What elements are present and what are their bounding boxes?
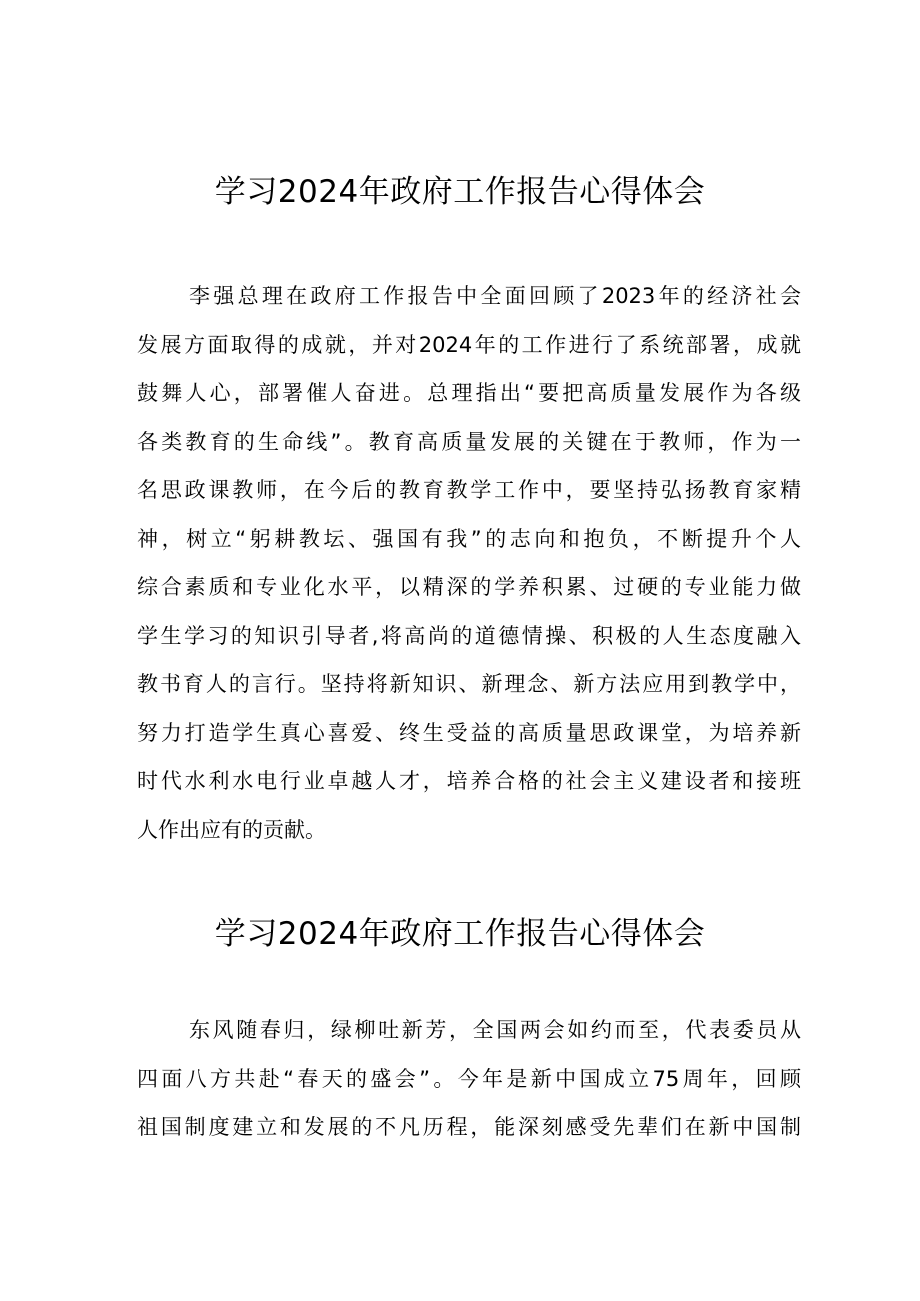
section-1-line: 名思政课教师，在今后的教育教学工作中，要坚持弘扬教育家精 — [137, 478, 801, 502]
section-1-line: 各类教育的生命线”。教育高质量发展的关键在于教师，作为一 — [137, 429, 801, 454]
section-1-line: 鼓舞人心，部署催人奋进。总理指出“要把高质量发展作为各级 — [137, 381, 801, 405]
section-2-body — [137, 1006, 801, 1152]
section-1-body — [137, 272, 801, 854]
section-1-title: 学习2024年政府工作报告心得体会 — [214, 174, 706, 210]
section-1-line: 学生学习的知识引导者,将高尚的道德情操、积极的人生态度融入 — [137, 623, 801, 648]
section-1-line: 发展方面取得的成就，并对2024年的工作进行了系统部署，成就 — [137, 332, 801, 357]
section-1-line: 人作出应有的贡献。 — [137, 817, 326, 842]
section-1-line: 综合素质和专业化水平，以精深的学养积累、过硬的专业能力做 — [137, 575, 801, 599]
section-2-line: 四面八方共赴“春天的盛会”。今年是新中国成立75周年，回顾 — [137, 1066, 801, 1091]
section-1-line: 教书育人的言行。坚持将新知识、新理念、新方法应用到教学中， — [137, 672, 801, 696]
section-1-line: 努力打造学生真心喜爱、终生受益的高质量思政课堂，为培养新 — [137, 720, 801, 745]
section-2-title: 学习2024年政府工作报告心得体会 — [214, 916, 706, 952]
section-1-line: 神，树立“躬耕教坛、强国有我”的志向和抱负，不断提升个人 — [137, 526, 801, 551]
section-1-line: 李强总理在政府工作报告中全面回顾了2023年的经济社会 — [189, 284, 801, 308]
section-2-line: 祖国制度建立和发展的不凡历程，能深刻感受先辈们在新中国制 — [137, 1115, 801, 1139]
section-1-line: 时代水利水电行业卓越人才，培养合格的社会主义建设者和接班 — [137, 769, 801, 793]
section-2-line: 东风随春归，绿柳吐新芳，全国两会如约而至，代表委员从 — [189, 1018, 801, 1042]
